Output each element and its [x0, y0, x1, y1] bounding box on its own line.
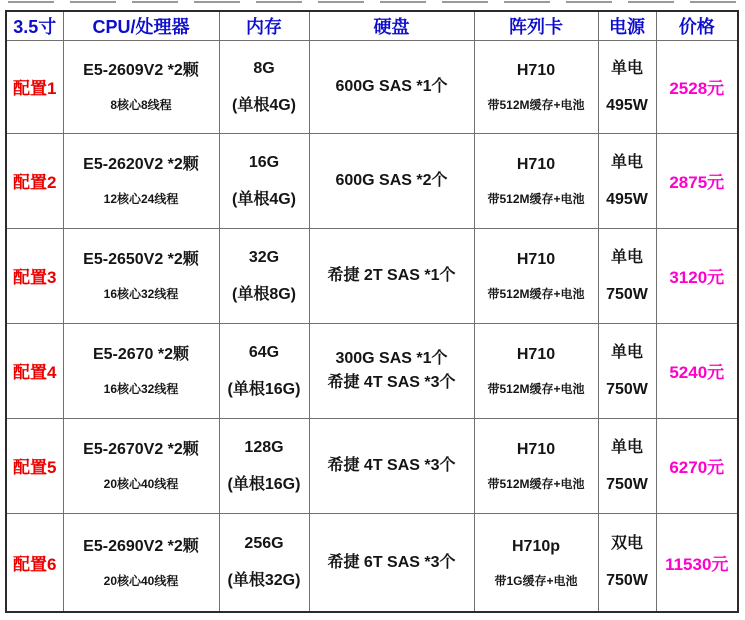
psu-wattage: 495W [606, 96, 648, 114]
cpu-model: E5-2620V2 *2颗 [83, 156, 199, 173]
config-label: 配置3 [13, 268, 57, 287]
disk-line-1: 600G SAS *2个 [335, 172, 448, 189]
raid-model: H710 [516, 346, 556, 363]
config-row [6, 40, 738, 133]
raid-cache-battery: 带512M缓存+电池 [487, 98, 585, 112]
cell-disk [309, 133, 474, 228]
col-header-price: 价格 [656, 11, 738, 40]
server-config-price-table [5, 10, 739, 613]
raid-model: H710 [516, 156, 556, 173]
psu-wattage: 495W [606, 190, 648, 208]
cell-config-label [6, 323, 63, 418]
ram-total: 16G [248, 153, 280, 171]
raid-cache-battery: 带512M缓存+电池 [487, 287, 585, 301]
ram-total: 32G [248, 248, 280, 266]
raid-model: H710p [511, 537, 561, 555]
col-header-ram: 内存 [219, 11, 309, 40]
config-label: 配置2 [13, 173, 57, 192]
cropped-row-remnant-line [8, 1, 738, 3]
config-row [6, 133, 738, 228]
cell-ram [219, 513, 309, 612]
ram-module-size: (单根4G) [231, 96, 296, 114]
psu-type: 双电 [610, 535, 643, 553]
cell-price [656, 133, 738, 228]
config-label: 配置5 [13, 458, 57, 477]
cell-psu [598, 228, 656, 323]
psu-type: 单电 [610, 343, 643, 361]
ram-module-size: (单根16G) [227, 475, 301, 493]
ram-total: 256G [244, 535, 284, 553]
cell-price [656, 323, 738, 418]
cpu-cores-threads: 20核心40线程 [103, 477, 179, 491]
disk-line-1: 希捷 6T SAS *3个 [327, 553, 456, 571]
col-header-psu: 电源 [598, 11, 656, 40]
cell-raid-card [474, 133, 598, 228]
cell-cpu [63, 40, 219, 133]
psu-wattage: 750W [606, 380, 648, 398]
cell-psu [598, 40, 656, 133]
disk-line-2: 希捷 4T SAS *3个 [327, 374, 456, 391]
cell-psu [598, 133, 656, 228]
config-row [6, 513, 738, 612]
cpu-cores-threads: 20核心40线程 [103, 573, 179, 588]
cell-ram [219, 228, 309, 323]
raid-model: H710 [516, 441, 556, 458]
col-header-disk: 硬盘 [309, 11, 474, 40]
cell-disk [309, 228, 474, 323]
cell-config-label [6, 418, 63, 513]
psu-type: 单电 [610, 153, 643, 171]
cell-cpu [63, 323, 219, 418]
ram-total: 64G [248, 343, 280, 361]
cpu-model: E5-2609V2 *2颗 [83, 62, 199, 79]
raid-cache-battery: 带512M缓存+电池 [487, 382, 585, 396]
cell-cpu [63, 513, 219, 612]
cell-raid-card [474, 323, 598, 418]
cell-config-label [6, 133, 63, 228]
cell-config-label [6, 40, 63, 133]
disk-line-1: 希捷 4T SAS *3个 [327, 457, 456, 474]
config-label: 配置4 [13, 363, 57, 382]
cell-disk [309, 40, 474, 133]
cell-cpu [63, 228, 219, 323]
ram-module-size: (单根4G) [231, 190, 296, 208]
price-value: 3120元 [669, 268, 725, 287]
col-header-raid: 阵列卡 [474, 11, 598, 40]
ram-total: 8G [253, 59, 275, 77]
ram-module-size: (单根32G) [227, 572, 301, 590]
raid-model: H710 [516, 251, 556, 268]
disk-line-1: 希捷 2T SAS *1个 [327, 267, 456, 284]
col-header-cpu: CPU/处理器 [63, 11, 219, 40]
table-body [6, 40, 738, 612]
psu-wattage: 750W [606, 285, 648, 303]
cpu-cores-threads: 16核心32线程 [103, 287, 179, 301]
cpu-model: E5-2670V2 *2颗 [83, 441, 199, 458]
cpu-cores-threads: 12核心24线程 [103, 192, 179, 206]
cell-cpu [63, 133, 219, 228]
psu-type: 单电 [610, 248, 643, 266]
col-header-size: 3.5寸 [6, 11, 63, 40]
cell-raid-card [474, 40, 598, 133]
psu-type: 单电 [610, 438, 643, 456]
cell-price [656, 513, 738, 612]
psu-type: 单电 [610, 59, 643, 77]
raid-model: H710 [516, 62, 556, 79]
cell-psu [598, 513, 656, 612]
ram-module-size: (单根8G) [231, 285, 296, 303]
ram-module-size: (单根16G) [227, 380, 301, 398]
cell-disk [309, 513, 474, 612]
price-value: 11530元 [665, 554, 729, 574]
cell-ram [219, 418, 309, 513]
config-row [6, 323, 738, 418]
raid-cache-battery: 带512M缓存+电池 [487, 192, 585, 206]
cell-ram [219, 323, 309, 418]
price-value: 5240元 [669, 363, 725, 382]
cpu-model: E5-2690V2 *2颗 [83, 537, 199, 555]
config-row [6, 418, 738, 513]
cell-raid-card [474, 228, 598, 323]
cell-psu [598, 418, 656, 513]
cell-disk [309, 418, 474, 513]
cell-disk [309, 323, 474, 418]
disk-line-1: 300G SAS *1个 [335, 350, 448, 367]
cell-config-label [6, 513, 63, 612]
raid-cache-battery: 带1G缓存+电池 [494, 573, 578, 588]
price-value: 2875元 [669, 173, 725, 192]
cell-ram [219, 133, 309, 228]
cell-cpu [63, 418, 219, 513]
header-row [6, 11, 738, 40]
cpu-model: E5-2650V2 *2颗 [83, 251, 199, 268]
cell-raid-card [474, 418, 598, 513]
cell-raid-card [474, 513, 598, 612]
ram-total: 128G [244, 438, 284, 456]
cell-ram [219, 40, 309, 133]
cell-price [656, 40, 738, 133]
config-label: 配置6 [13, 554, 57, 574]
psu-wattage: 750W [606, 475, 648, 493]
cpu-cores-threads: 8核心8线程 [110, 98, 172, 112]
config-label: 配置1 [13, 79, 57, 98]
cpu-cores-threads: 16核心32线程 [103, 382, 179, 396]
config-row [6, 228, 738, 323]
cell-config-label [6, 228, 63, 323]
psu-wattage: 750W [606, 572, 648, 590]
cpu-model: E5-2670 *2颗 [92, 346, 190, 363]
disk-line-1: 600G SAS *1个 [335, 78, 448, 95]
price-value: 6270元 [669, 458, 725, 477]
cell-price [656, 418, 738, 513]
cell-psu [598, 323, 656, 418]
cell-price [656, 228, 738, 323]
price-value: 2528元 [669, 79, 725, 98]
raid-cache-battery: 带512M缓存+电池 [487, 477, 585, 491]
